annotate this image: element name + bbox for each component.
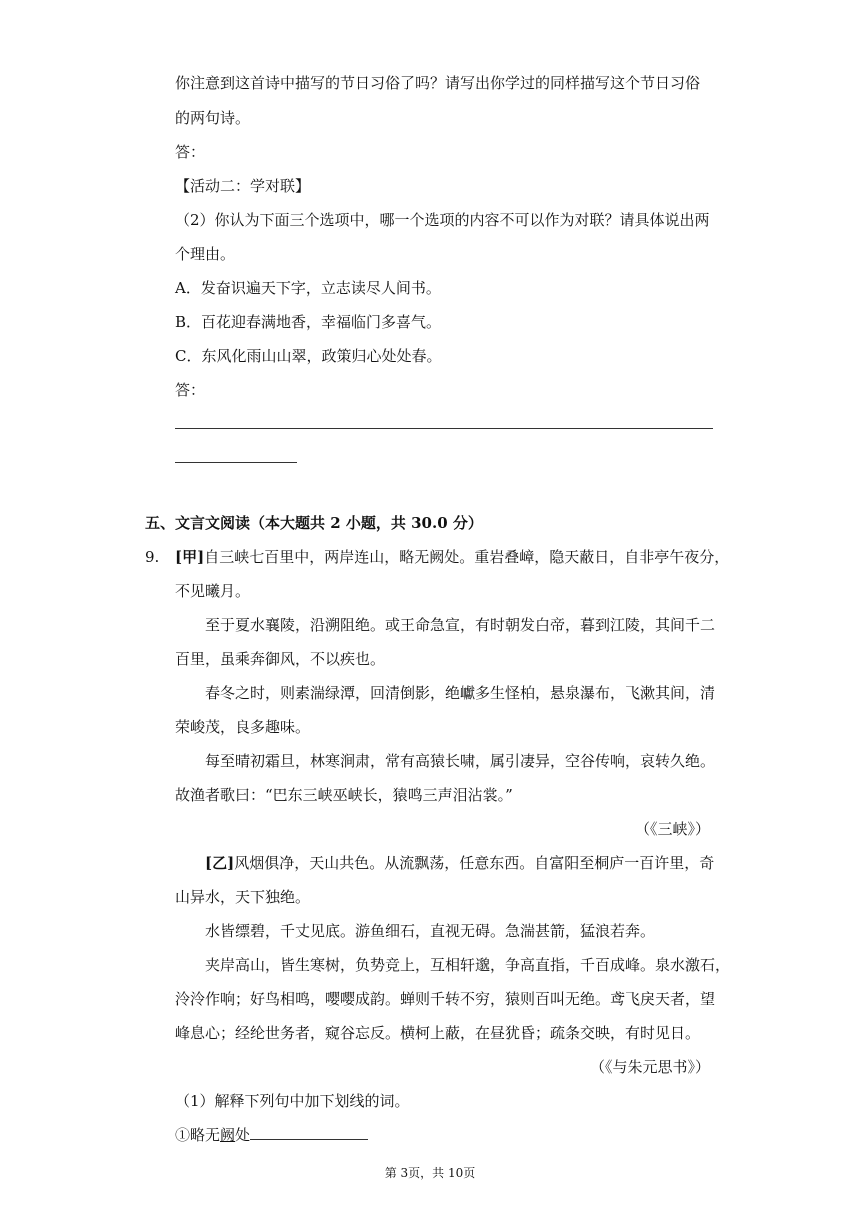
question-text-line: 个理由。	[175, 245, 236, 263]
passage-line: 不见曦月。	[175, 582, 251, 600]
item-line	[175, 1125, 368, 1145]
answer-line	[175, 462, 297, 463]
sub-question: （1）解释下列句中加下划线的词。	[175, 1092, 410, 1110]
activity-heading: 【活动二：学对联】	[175, 177, 311, 195]
passage-source: （《与朱元思书》）	[589, 1058, 710, 1076]
option-c: C．东风化雨山山翠，政策归心处处春。	[175, 347, 442, 365]
passage-line: 春冬之时，则素湍绿潭，回清倒影，绝巘多生怪柏，悬泉瀑布，飞漱其间，清	[205, 684, 716, 702]
passage-tag-yi: [乙]	[205, 854, 235, 872]
passage-tag-jia: [甲]	[175, 548, 205, 566]
option-b: B．百花迎春满地香，幸福临门多喜气。	[175, 313, 442, 331]
question-number: 9.	[145, 548, 160, 566]
section-heading: 五、文言文阅读（本大题共 2 小题，共 30.0 分）	[145, 514, 483, 532]
question-text-line: 你注意到这首诗中描写的节日习俗了吗？请写出你学过的同样描写这个节日习俗	[175, 74, 701, 92]
passage-line: 山异水，天下独绝。	[175, 888, 311, 906]
passage-line: 水皆缥碧，千丈见底。游鱼细石，直视无碍。急湍甚箭，猛浪若奔。	[205, 922, 656, 940]
page-footer: 第 3页，共 10页	[384, 1166, 476, 1180]
answer-line	[175, 428, 713, 429]
passage-line: 夹岸高山，皆生寒树，负势竞上，互相轩邈，争高直指，千百成峰。泉水激石，	[205, 956, 731, 974]
passage-line: 峰息心；经纶世务者，窥谷忘反。横柯上蔽，在昼犹昏；疏条交映，有时见日。	[175, 1024, 701, 1042]
passage-line: 泠泠作响；好鸟相鸣，嘤嘤成韵。蝉则千转不穷，猿则百叫无绝。鸢飞戾天者，望	[175, 990, 716, 1008]
passage-line: 至于夏水襄陵，沿溯阻绝。或王命急宣，有时朝发白帝，暮到江陵，其间千二	[205, 616, 716, 634]
passage-line	[205, 853, 714, 873]
passage-line: 荣峻茂，良多趣味。	[175, 718, 311, 736]
passage-line: 故渔者歌曰：“巴东三峡巫峡长，猿鸣三声泪沾裳。”	[175, 786, 513, 804]
item-suffix: 处	[235, 1126, 251, 1144]
passage-line: 百里，虽乘奔御风，不以疾也。	[175, 650, 386, 668]
answer-label: 答：	[175, 143, 206, 161]
passage-text: 自三峡七百里中，两岸连山，略无阙处。重岩叠嶂，隐天蔽日，自非亭午夜分，	[204, 548, 730, 566]
question-text-line: 的两句诗。	[175, 109, 251, 127]
passage-line	[175, 547, 729, 567]
passage-source: （《三峡》）	[634, 820, 710, 838]
underlined-word: 阙	[220, 1126, 236, 1144]
question-text-line: （2）你认为下面三个选项中，哪一个选项的内容不可以作为对联？请具体说出两	[175, 211, 710, 229]
passage-text: 风烟俱净，天山共色。从流飘荡，任意东西。自富阳至桐庐一百许里，奇	[234, 854, 715, 872]
item-prefix: ①略无	[175, 1126, 221, 1144]
passage-line: 每至晴初霜旦，林寒涧肃，常有高猿长啸，属引凄异，空谷传响，哀转久绝。	[205, 752, 716, 770]
answer-label: 答：	[175, 381, 206, 399]
option-a: A．发奋识遍天下字，立志读尽人间书。	[175, 279, 441, 297]
fill-blank[interactable]	[250, 1125, 368, 1140]
